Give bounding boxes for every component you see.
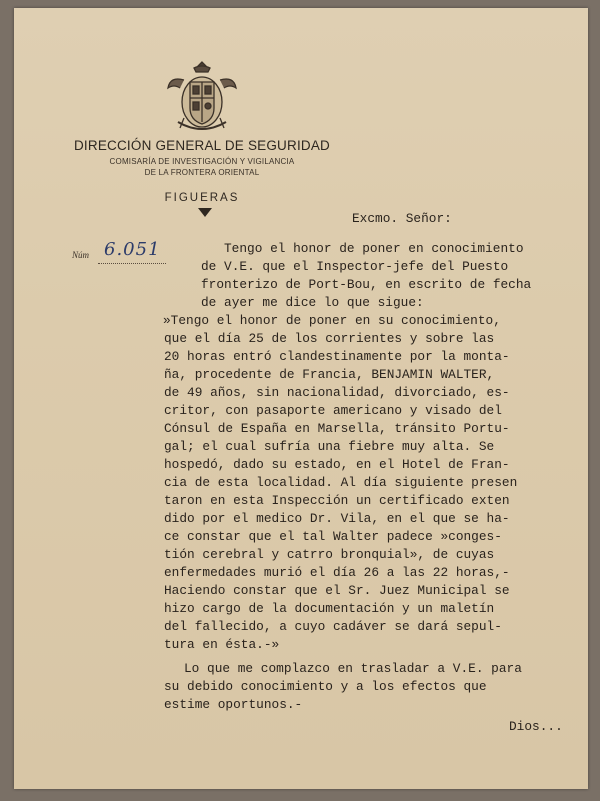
- salutation: Excmo. Señor:: [352, 211, 452, 226]
- city-name: FIGUERAS: [164, 192, 240, 204]
- letter-line: hizo cargo de la documentación y un maletín: [164, 601, 495, 616]
- document-page: [14, 8, 588, 789]
- letter-line: tión cerebral y catrro bronquial», de cuyas: [164, 547, 495, 562]
- letter-line: hospedó, dado su estado, en el Hotel de Fran-: [164, 457, 510, 472]
- closing-text: Dios...: [509, 719, 563, 734]
- letter-line: de ayer me dice lo que sigue:: [201, 295, 424, 310]
- letter-line: Cónsul de España en Marsella, tránsito Portu-: [164, 421, 510, 436]
- frontier-subheading: DE LA FRONTERA ORIENTAL: [144, 168, 260, 177]
- letter-line: fronterizo de Port-Bou, en escrito de fecha: [201, 277, 532, 292]
- reference-number: 6.051: [104, 239, 161, 260]
- letter-line: Lo que me complazco en trasladar a V.E. para: [184, 661, 522, 676]
- department-heading: DIRECCIÓN GENERAL DE SEGURIDAD: [73, 138, 331, 153]
- letter-line: ña, procedente de Francia, BENJAMIN WALTER,: [164, 367, 495, 382]
- letter-line: 20 horas entró clandestinamente por la monta-: [164, 349, 510, 364]
- letter-line: Tengo el honor de poner en conocimiento: [224, 241, 524, 256]
- office-subheading: COMISARÍA DE INVESTIGACIÓN Y VIGILANCIA: [109, 157, 295, 166]
- letter-line: del fallecido, a cuyo cadáver se dará sepul-: [164, 619, 502, 634]
- reference-label: Núm: [72, 250, 90, 260]
- reference-dotted-line: [98, 263, 166, 264]
- letter-line: taron en esta Inspección un certificado exten: [164, 493, 510, 508]
- letter-line: que el día 25 de los corrientes y sobre las: [164, 331, 495, 346]
- letter-line: enfermedades murió el día 26 a las 22 horas,-: [164, 565, 510, 580]
- letter-line: ce constar que el tal Walter padece »conges-: [164, 529, 502, 544]
- letter-line: gal; el cual sufría una fiebre muy alta. Se: [164, 439, 495, 454]
- letter-line: su debido conocimiento y a los efectos que: [164, 679, 487, 694]
- letter-line: estime oportunos.-: [164, 697, 303, 712]
- letter-line: tura en ésta.-»: [164, 637, 280, 652]
- letter-line: dido por el medico Dr. Vila, en el que se ha-: [164, 511, 510, 526]
- letter-line: Haciendo constar que el Sr. Juez Municipal se: [164, 583, 510, 598]
- arrow-down-icon: [198, 208, 212, 217]
- letter-line: »Tengo el honor de poner en su conocimiento,: [163, 313, 501, 328]
- letter-line: cia de esta localidad. Al día siguiente presen: [164, 475, 518, 490]
- coat-of-arms-seal: [164, 58, 240, 138]
- letter-line: de V.E. que el Inspector-jefe del Puesto: [201, 259, 509, 274]
- letter-line: de 49 años, sin nacionalidad, divorciado, es-: [164, 385, 510, 400]
- letter-line: critor, con pasaporte americano y visado del: [164, 403, 502, 418]
